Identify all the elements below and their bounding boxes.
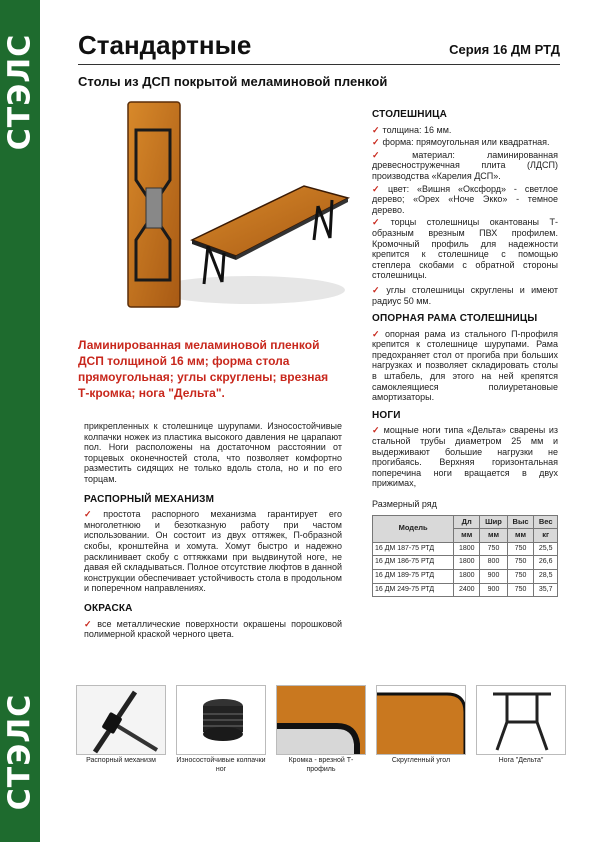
leg-cap-photo-icon [177,686,266,755]
series-label: Серия 16 ДМ РТД [449,42,560,57]
checkmark-icon: ✓ [372,149,410,160]
thumbnail-edge-profile [276,685,366,774]
delta-leg-photo-icon [477,686,566,755]
table-cell: 1800 [454,569,480,583]
table-cell: 16 ДМ 187-75 РТД [373,542,454,556]
paint-heading: ОКРАСКА [84,602,133,614]
tabletop-item: ✓ цвет: «Вишня «Оксфорд» - светлое дерево; «Орех «Ноче Экко» - темное дерево. [372,183,559,215]
thumbnail-caption: Кромка - врезной Т-профиль [288,757,354,773]
table-cell: 1800 [454,556,480,570]
table-row [373,583,558,597]
size-table-title: Размерный ряд [372,499,437,509]
size-table-header: Дл [454,515,480,529]
frame-heading: ОПОРНАЯ РАМА СТОЛЕШНИЦЫ [372,313,538,325]
table-cell: 26,6 [534,556,558,570]
tabletop-item: ✓ углы столешницы скруглены и имеют радиус 50 мм. [372,284,559,306]
table-cell: 25,5 [534,542,558,556]
tabletop-item: ✓ форма: прямоугольная или квадратная. [372,137,550,148]
thumbnail-caption: Нога "Дельта" [498,757,544,764]
table-row [373,569,558,583]
tabletop-item: ✓ толщина: 16 мм. [372,124,452,135]
header-divider [78,64,560,65]
table-cell: 750 [507,569,534,583]
checkmark-icon: ✓ [372,284,384,295]
legs-text: ✓ мощные ноги типа «Дельта» сварены из стальной трубы диаметром 25 мм и выдерживают большие нагрузки не прогибаясь. Верхняя горизонтальная поперечина ноги вращается в двух прижимах, [372,425,558,489]
thumbnail-caption: Скругленный угол [391,757,451,764]
left-column [84,421,342,642]
checkmark-icon: ✓ [372,217,388,228]
size-table-header: Выс [507,515,534,529]
thumbnail-rounded-corner [376,685,466,766]
table-cell: 750 [480,542,508,556]
size-table-header-row [373,515,558,529]
table-cell: 2400 [454,583,480,597]
checkmark-icon: ✓ [372,425,381,436]
table-cell: 800 [480,556,508,570]
table-row [373,542,558,556]
thumbnail-caption: Распорный механизм [86,757,156,764]
table-row [373,556,558,570]
size-table-header: Шир [480,515,508,529]
mechanism-text: ✓ простота распорного механизма гарантирует его многолетнюю и безотказную работу при частом использовании. Он состоит из двух оттяжек, П-образной скобы, кронштейна и хомута. Хомут быстро и надежно расклинивает скобу с оттяжками при выдвинутой ноге, не давая ей складываться. Полное отсутствие люфтов в данной конструкции обеспечивает устойчивость стола в продольном и поперечном направлениях. [84,509,342,594]
tabletop-item: ✓ материал: ламинированная древесностружечная плита (ЛДСП) производства «Карелия ДСП». [372,149,558,181]
size-table-header: Вес [534,515,558,529]
page-subtitle: Столы из ДСП покрытой меламиновой пленкой [78,74,388,89]
brand-logo-bottom: СТЭЛС [2,693,38,811]
legs-heading: НОГИ [372,409,401,421]
thumbnail-delta-leg [476,685,566,766]
size-table-unit: кг [534,529,558,543]
checkmark-icon: ✓ [84,618,95,629]
table-cell: 16 ДМ 249-75 РТД [373,583,454,597]
table-cell: 750 [507,556,534,570]
thumbnail-caption: Износостойчивые колпачки ног [176,757,266,773]
paint-text: ✓ все металлические поверхности окрашены порошковой полимерной краской черного цвета. [84,618,342,640]
tabletop-item: ✓ торцы столешницы окантованы Т-образным врезным ПВХ профилем. Кромочный профиль для надежности крепится к столешнице с помощью степлера скобами с обратной стороны столешницы. [372,217,558,281]
brand-sidebar [0,0,40,842]
size-table [372,515,558,598]
rounded-corner-photo-icon [377,686,466,755]
table-cell: 16 ДМ 189-75 РТД [373,569,454,583]
table-cell: 900 [480,583,508,597]
table-cell: 28,5 [534,569,558,583]
table-cell: 16 ДМ 186-75 РТД [373,556,454,570]
page-title: Стандартные [78,30,252,60]
right-column [372,110,558,597]
checkmark-icon: ✓ [372,124,380,135]
detail-thumbnails [76,685,566,775]
mechanism-photo-icon [77,686,166,755]
table-cell: 750 [507,542,534,556]
thumbnail-mechanism [76,685,166,766]
edge-profile-photo-icon [277,686,366,755]
checkmark-icon: ✓ [84,509,101,520]
size-table-header: Модель [373,515,454,542]
size-table-unit: мм [480,529,508,543]
tabletop-heading: СТОЛЕШНИЦА [372,109,448,120]
checkmark-icon: ✓ [372,328,382,339]
table-cell: 35,7 [534,583,558,597]
size-table-unit: мм [507,529,534,543]
legs-text-continued: прикрепленных к столешнице шурупами. Износостойчивые колпачки ножек из пластика высокого давления не царапают пол. Ноги расположены на достаточном расстоянии от торцевых оконечностей стола, что позволяет комфортно разместить сидящих не только вдоль стола, но и по его торцам. [84,421,342,484]
table-cell: 750 [507,583,534,597]
product-photo [120,100,360,320]
intro-summary: Ламинированная меламиновой пленкой ДСП толщиной 16 мм; форма стола прямоугольная; углы скруглены; врезная Т-кромка; нога "Дельта". [78,338,329,400]
table-cell: 900 [480,569,508,583]
size-table-unit: мм [454,529,480,543]
checkmark-icon: ✓ [372,183,385,194]
brand-logo-top: СТЭЛС [2,33,38,151]
checkmark-icon: ✓ [372,137,380,148]
frame-text: ✓ опорная рама из стального П-профиля крепится к столешнице шурупами. Рама предохраняет стол от прогиба при больших нагрузках и позволяет складировать столы в штабель, для этого на ней крепятся самоклеящиеся полиуретановые амортизаторы. [372,328,559,403]
thumbnail-leg-cap [176,685,266,774]
table-cell: 1800 [454,542,480,556]
mechanism-heading: РАСПОРНЫЙ МЕХАНИЗМ [84,493,215,505]
